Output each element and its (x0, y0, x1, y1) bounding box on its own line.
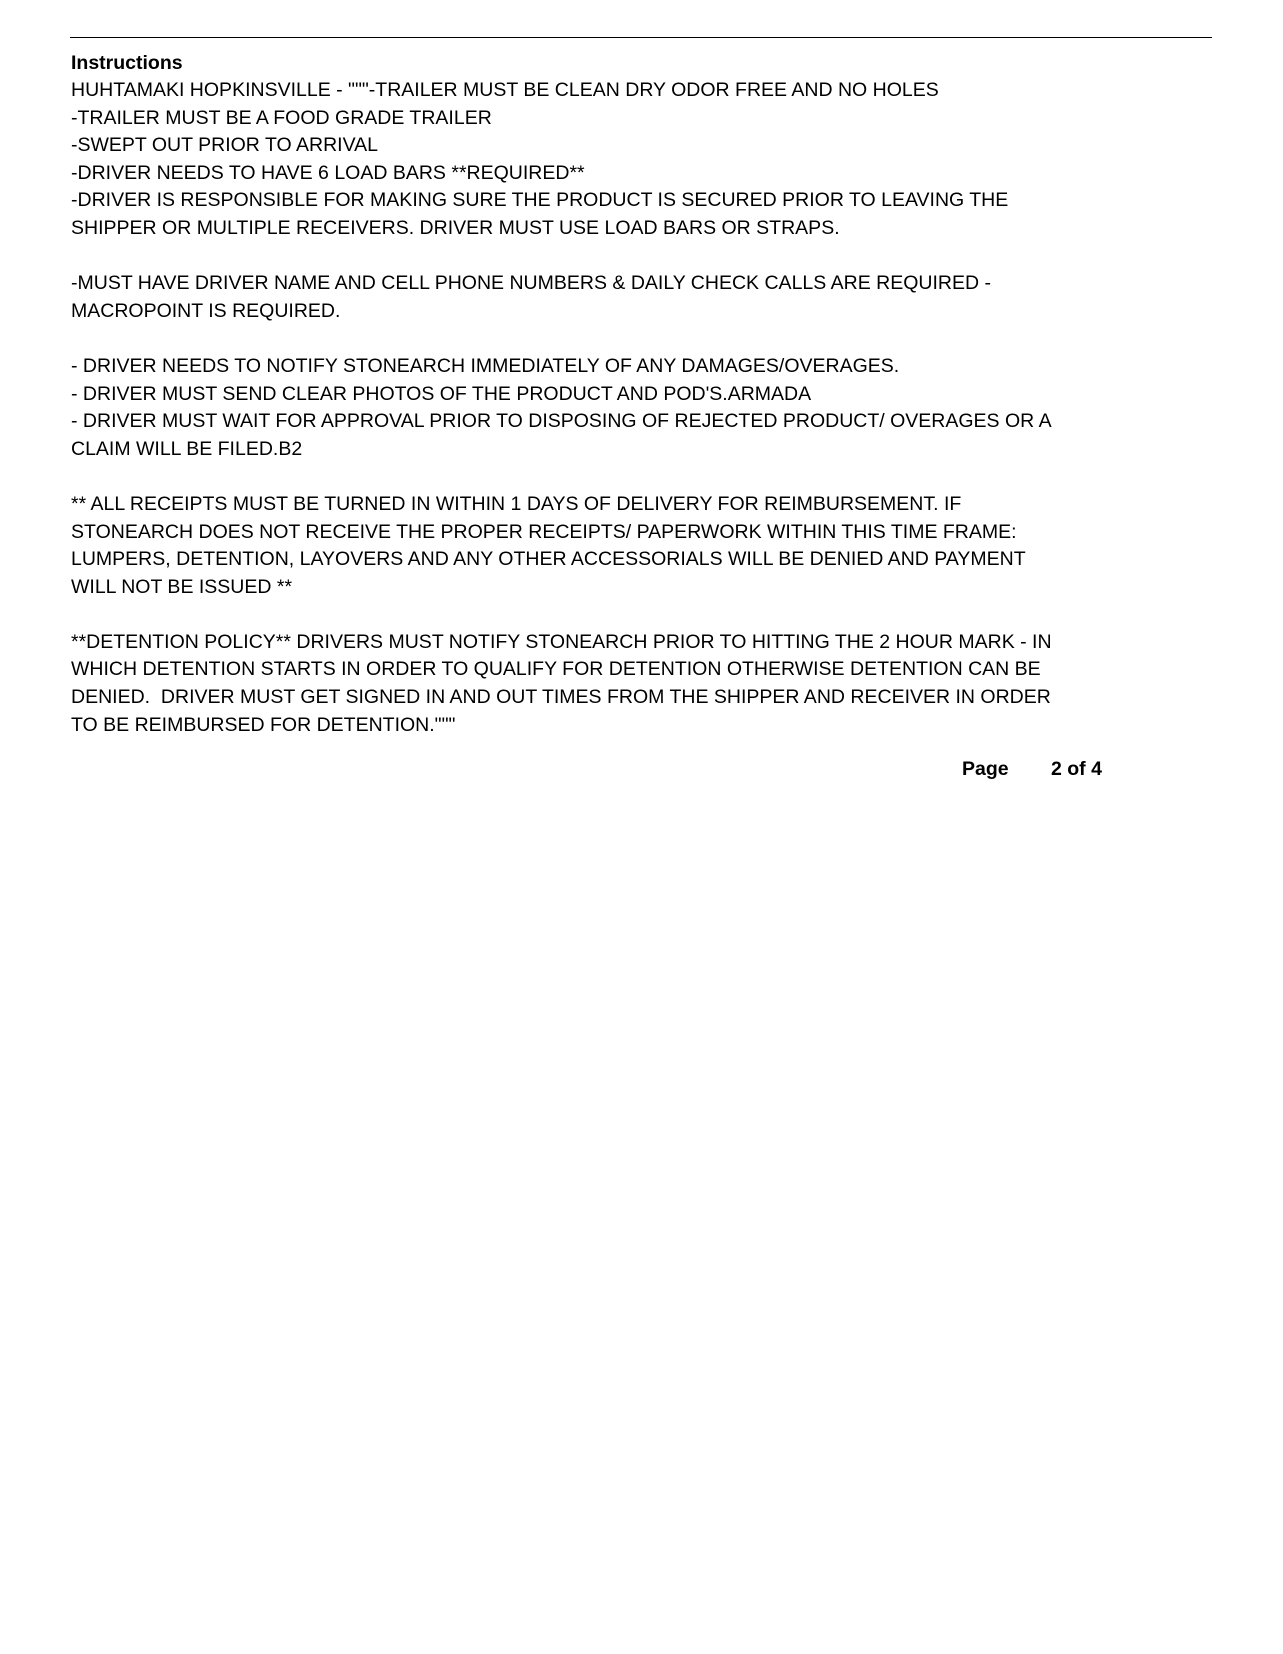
top-divider (70, 37, 1212, 38)
instruction-line: -TRAILER MUST BE A FOOD GRADE TRAILER (71, 106, 492, 129)
instruction-line: TO BE REIMBURSED FOR DETENTION.""" (71, 713, 456, 736)
instructions-heading: Instructions (71, 52, 183, 74)
instruction-line: -DRIVER NEEDS TO HAVE 6 LOAD BARS **REQUIRED** (71, 161, 585, 184)
page-count: 2 of 4 (1051, 758, 1102, 780)
instruction-line: -MUST HAVE DRIVER NAME AND CELL PHONE NUMBERS & DAILY CHECK CALLS ARE REQUIRED - (71, 272, 991, 295)
instruction-line: LUMPERS, DETENTION, LAYOVERS AND ANY OTHER ACCESSORIALS WILL BE DENIED AND PAYMENT (71, 548, 1026, 571)
instruction-line: - DRIVER MUST SEND CLEAR PHOTOS OF THE PRODUCT AND POD'S.ARMADA (71, 382, 812, 405)
instruction-line: ** ALL RECEIPTS MUST BE TURNED IN WITHIN 1 DAYS OF DELIVERY FOR REIMBURSEMENT. IF (71, 492, 962, 515)
instruction-line: -DRIVER IS RESPONSIBLE FOR MAKING SURE THE PRODUCT IS SECURED PRIOR TO LEAVING THE (71, 189, 1009, 212)
blank-line (71, 463, 1211, 491)
instruction-line: - DRIVER NEEDS TO NOTIFY STONEARCH IMMEDIATELY OF ANY DAMAGES/OVERAGES. (71, 354, 900, 377)
blank-line (71, 325, 1211, 353)
instruction-line: **DETENTION POLICY** DRIVERS MUST NOTIFY STONEARCH PRIOR TO HITTING THE 2 HOUR MARK - IN (71, 630, 1052, 653)
instruction-line: STONEARCH DOES NOT RECEIVE THE PROPER RECEIPTS/ PAPERWORK WITHIN THIS TIME FRAME: (71, 520, 1017, 543)
instruction-line: DENIED. DRIVER MUST GET SIGNED IN AND OUT TIMES FROM THE SHIPPER AND RECEIVER IN ORDER (71, 686, 1051, 709)
instruction-line: MACROPOINT IS REQUIRED. (71, 299, 341, 322)
blank-line (71, 243, 1211, 271)
instruction-line: HUHTAMAKI HOPKINSVILLE - """-TRAILER MUST BE CLEAN DRY ODOR FREE AND NO HOLES (71, 79, 939, 101)
instruction-line: WILL NOT BE ISSUED ** (71, 575, 293, 598)
instruction-line: -SWEPT OUT PRIOR TO ARRIVAL (71, 134, 379, 157)
instruction-line: CLAIM WILL BE FILED.B2 (71, 437, 303, 460)
instructions-body (71, 77, 1211, 739)
page-label: Page (962, 758, 1009, 780)
instruction-line: WHICH DETENTION STARTS IN ORDER TO QUALIFY FOR DETENTION OTHERWISE DETENTION CAN BE (71, 658, 1041, 681)
instruction-line: - DRIVER MUST WAIT FOR APPROVAL PRIOR TO DISPOSING OF REJECTED PRODUCT/ OVERAGES OR A (71, 410, 1052, 433)
instruction-line: SHIPPER OR MULTIPLE RECEIVERS. DRIVER MUST USE LOAD BARS OR STRAPS. (71, 216, 840, 239)
blank-line (71, 601, 1211, 629)
